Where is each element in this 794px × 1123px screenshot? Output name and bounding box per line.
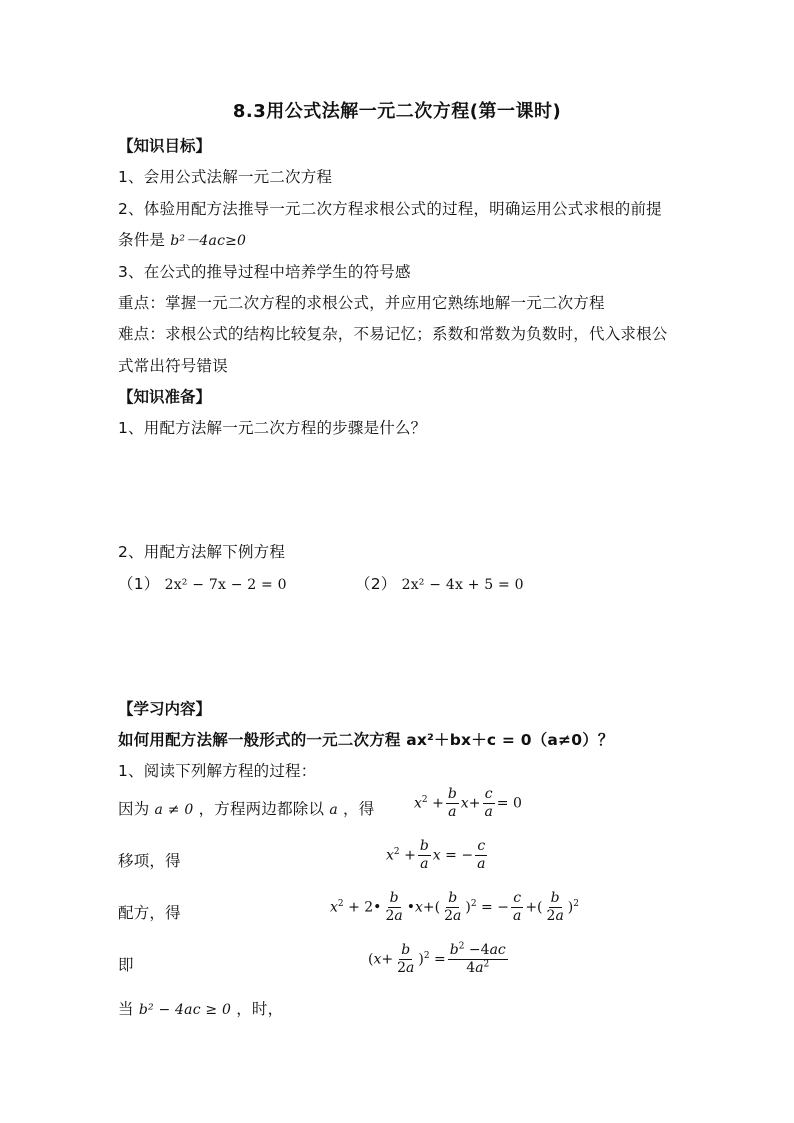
step-1-formula: $x^2$ + $\frac{b}{a}$ x+ $\frac{c}{a}$ = 0 bbox=[414, 786, 522, 820]
goal-item-1: 1、会用公式法解一元二次方程 bbox=[118, 168, 333, 186]
step-2-formula: $x^2$ + $\frac{b}{a}$ x = − $\frac{c}{a}$ bbox=[386, 838, 486, 872]
step-5-condition: b² − 4ac ≥ 0 bbox=[138, 1002, 232, 1018]
step-1-text-a: 因为 bbox=[118, 800, 150, 818]
prep-equation-2 bbox=[355, 572, 524, 594]
step-5-text-b: ，时， bbox=[236, 1000, 284, 1018]
step-1-text-b: ，方程两边都除以 bbox=[198, 800, 325, 818]
difficulty-line-1: 难点：求根公式的结构比较复杂，不易记忆；系数和常数为负数时，代入求根公 bbox=[118, 325, 668, 343]
step-4-text: 即 bbox=[118, 956, 134, 974]
step-3-formula: $x^2$ + 2• $\frac{b}{2a}$ •x+( $\frac{b}{2a}$ )$^2$ = − $\frac{c}{a}$ +( $\frac{b}{2a}$ )$^2$ bbox=[330, 890, 579, 924]
step-3-text: 配方，得 bbox=[118, 904, 181, 922]
step-1-text-c: ，得 bbox=[343, 800, 375, 818]
step-5-text-a: 当 bbox=[118, 1000, 134, 1018]
prep-question-2: 2、用配方法解下例方程 bbox=[118, 543, 286, 561]
goal-item-3: 3、在公式的推导过程中培养学生的符号感 bbox=[118, 263, 411, 281]
goal-condition-formula: b²－4ac≥0 bbox=[170, 233, 247, 249]
content-question: 如何用配方法解一般形式的一元二次方程 ax²＋bx＋c = 0（a≠0）？ bbox=[118, 731, 614, 749]
content-read-instruction: 1、阅读下列解方程的过程： bbox=[118, 762, 317, 780]
page-title: 8.3用公式法解一元二次方程(第一课时) bbox=[232, 101, 562, 122]
prep-equation-1-formula: 2x² − 7x − 2 = 0 bbox=[164, 577, 287, 593]
prep-equation-1-label: （1） bbox=[118, 575, 160, 593]
prep-equation-1 bbox=[118, 572, 287, 594]
key-point: 重点：掌握一元二次方程的求根公式，并应用它熟练地解一元二次方程 bbox=[118, 294, 605, 312]
step-1-variable: a bbox=[329, 802, 338, 818]
step-1-condition: a ≠ 0 bbox=[154, 802, 194, 818]
step-5-text bbox=[118, 997, 283, 1019]
step-1-text bbox=[118, 797, 374, 819]
goal-item-2-line-1: 2、体验用配方法推导一元二次方程求根公式的过程，明确运用公式求根的前提 bbox=[118, 200, 662, 218]
prep-equation-2-formula: 2x² − 4x + 5 = 0 bbox=[401, 577, 524, 593]
prep-equation-2-label: （2） bbox=[355, 575, 397, 593]
prep-question-1: 1、用配方法解一元二次方程的步骤是什么？ bbox=[118, 419, 427, 437]
section-prep-heading: 【知识准备】 bbox=[118, 388, 212, 406]
step-4-formula: (x+ $\frac{b}{2a}$ )$^2$ = $\frac{b^2 -4ac}{4a^2}$ bbox=[368, 941, 506, 976]
section-content-heading: 【学习内容】 bbox=[118, 700, 212, 718]
goal-condition-prefix: 条件是 bbox=[118, 231, 166, 249]
section-goals-heading: 【知识目标】 bbox=[118, 137, 212, 155]
goal-item-2-line-2 bbox=[118, 228, 246, 250]
step-2-text: 移项，得 bbox=[118, 852, 181, 870]
difficulty-line-2: 式常出符号错误 bbox=[118, 357, 228, 375]
